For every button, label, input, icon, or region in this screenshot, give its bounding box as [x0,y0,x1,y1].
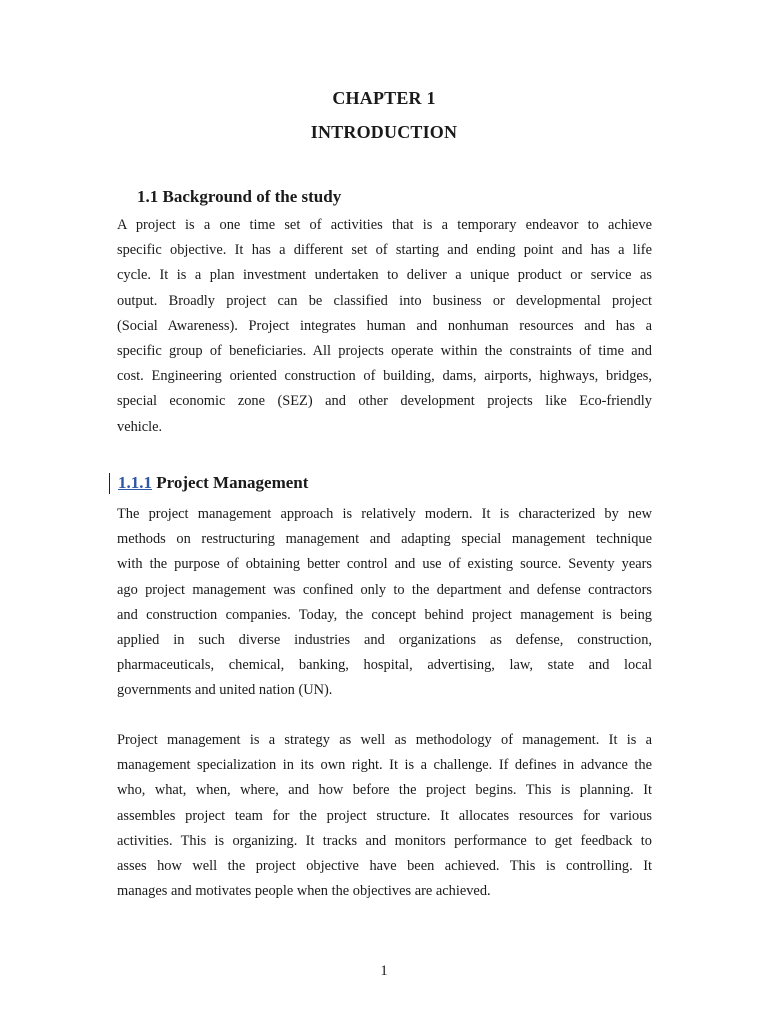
page-number: 1 [380,963,388,979]
text-cursor [109,473,110,494]
section-heading-background: 1.1 Background of the study [137,187,342,206]
paragraph-line: governments and united nation (UN). [117,682,333,699]
chapter-title: INTRODUCTION [310,122,458,142]
paragraph-line: cost. Engineering oriented construction of building, dams, airports, highways, bridges, [117,368,652,385]
paragraph-line: ago project management was confined only to the department and defense contractors [117,581,652,598]
project-management-paragraph-1 [117,502,652,704]
paragraph-line: management specialization in its own right. It is a challenge. If defines in advance the [117,757,652,774]
project-management-paragraph-2 [117,728,652,904]
paragraph-line: assembles project team for the project structure. It allocates resources for various [117,807,652,824]
paragraph-line: output. Broadly project can be classified into business or developmental project [117,292,652,309]
section-number-link[interactable]: 1.1.1 [118,473,152,492]
paragraph-line: cycle. It is a plan investment undertaken to deliver a unique product or service as [117,267,652,284]
paragraph-line: special economic zone (SEZ) and other development projects like Eco-friendly [117,393,652,410]
paragraph-line: asses how well the project objective have been achieved. This is controlling. It [117,858,652,875]
paragraph-line: vehicle. [117,418,163,435]
paragraph-line: and construction companies. Today, the concept behind project management is being [117,606,652,623]
paragraph-line: activities. This is organizing. It tracks and monitors performance to get feedback to [117,832,652,849]
paragraph-line: with the purpose of obtaining better control and use of existing source. Seventy years [117,556,652,573]
paragraph-line: specific objective. It has a different set of starting and ending point and has a life [117,242,652,259]
paragraph-line: A project is a one time set of activities that is a temporary endeavor to achieve [117,217,652,233]
paragraph-line: specific group of beneficiaries. All projects operate within the constraints of time and [117,343,652,360]
chapter-number: CHAPTER 1 [332,88,436,108]
paragraph-line: The project management approach is relatively modern. It is characterized by new [117,506,652,522]
section-heading-text: Project Management [156,473,309,492]
paragraph-line: Project management is a strategy as well as methodology of management. It is a [117,732,652,748]
paragraph-line: pharmaceuticals, chemical, banking, hospital, advertising, law, state and local [117,657,652,674]
section-heading-project-management [118,473,308,493]
paragraph-line: applied in such diverse industries and organizations as defense, construction, [117,632,652,649]
paragraph-line: who, what, when, where, and how before the project begins. This is planning. It [117,782,652,799]
paragraph-line: manages and motivates people when the objectives are achieved. [117,883,491,900]
paragraph-line: methods on restructuring management and adapting special management technique [117,531,652,548]
background-paragraph [117,213,652,440]
paragraph-line: (Social Awareness). Project integrates human and nonhuman resources and has a [117,317,652,334]
